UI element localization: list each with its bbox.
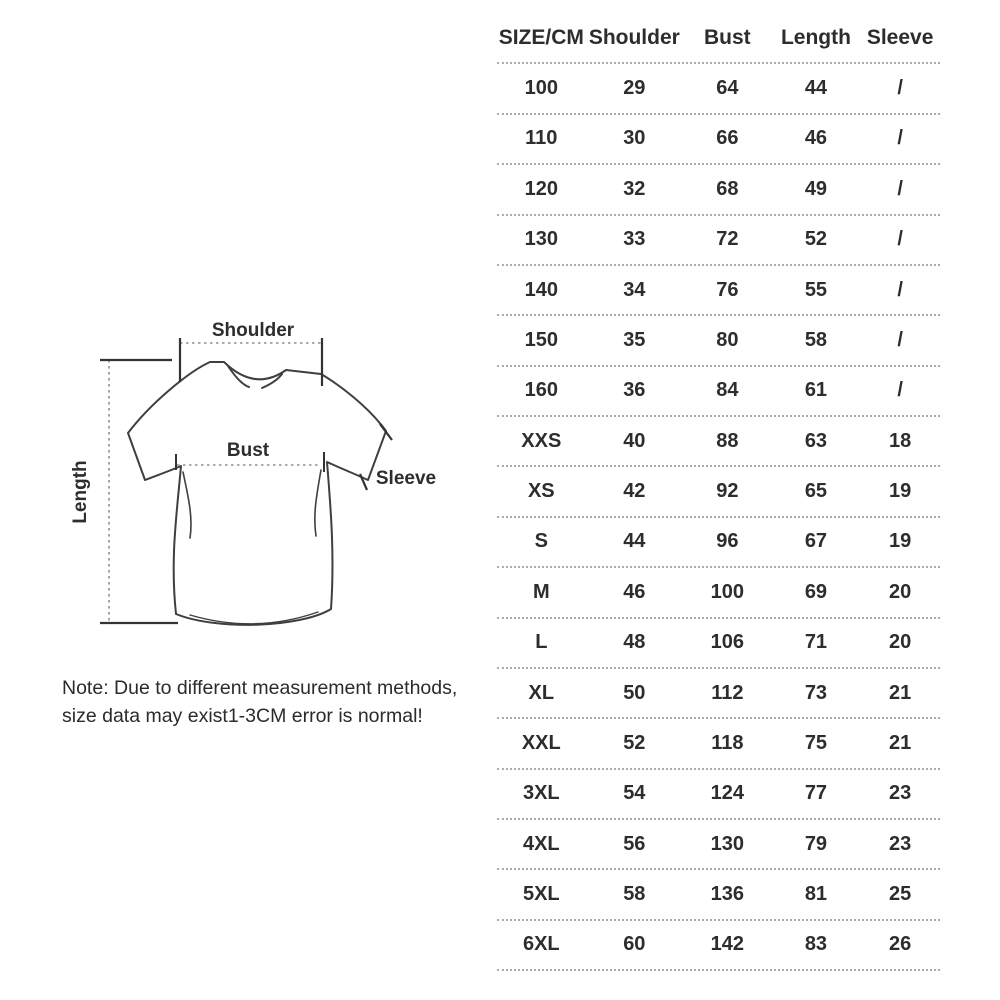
table-row <box>497 266 940 316</box>
table-cell: 49 <box>804 177 828 200</box>
table-cell: 25 <box>888 883 912 906</box>
table-cell: 6XL <box>522 933 560 956</box>
table-cell: / <box>897 127 903 150</box>
note-line-2: size data may exist1-3CM error is normal! <box>62 705 423 728</box>
table-cell: 124 <box>710 782 745 805</box>
table-cell: 79 <box>804 832 828 855</box>
table-row <box>497 770 940 820</box>
table-row <box>497 719 940 769</box>
table-cell: / <box>897 77 903 100</box>
table-row <box>497 367 940 417</box>
table-cell: L <box>535 631 548 654</box>
sleeve-tick-bottom <box>360 474 367 490</box>
table-cell: 75 <box>804 731 828 754</box>
table-cell: XXL <box>521 731 561 754</box>
table-cell: 30 <box>623 127 646 150</box>
table-cell: 29 <box>623 77 646 100</box>
table-cell: 69 <box>804 580 828 603</box>
size-table <box>497 14 940 971</box>
table-cell: 83 <box>804 933 828 956</box>
table-cell: 26 <box>888 933 912 956</box>
tshirt-illustration <box>50 300 450 654</box>
table-cell: XL <box>528 681 555 704</box>
table-cell: / <box>897 177 903 200</box>
table-row <box>497 568 940 618</box>
table-row <box>497 316 940 366</box>
table-cell: / <box>897 228 903 251</box>
table-cell: 34 <box>623 278 646 301</box>
table-row <box>497 115 940 165</box>
table-cell: / <box>897 328 903 351</box>
table-cell: 58 <box>804 328 828 351</box>
table-cell: 21 <box>888 681 912 704</box>
table-cell: 52 <box>804 228 828 251</box>
table-cell: / <box>897 278 903 301</box>
table-cell: 65 <box>804 480 828 503</box>
table-cell: 68 <box>716 177 739 200</box>
table-cell: 73 <box>804 681 828 704</box>
table-cell: 46 <box>623 580 646 603</box>
table-cell: 46 <box>804 127 828 150</box>
table-cell: 61 <box>804 379 828 402</box>
table-cell: 44 <box>804 77 828 100</box>
table-row <box>497 64 940 114</box>
table-cell: 54 <box>623 782 646 805</box>
table-cell: 52 <box>623 731 646 754</box>
sleeve-tick-top <box>380 424 392 440</box>
table-cell: 20 <box>888 631 912 654</box>
measurement-note <box>62 674 462 731</box>
table-cell: 140 <box>524 278 558 301</box>
table-cell: 150 <box>524 328 558 351</box>
table-cell: 33 <box>623 228 646 251</box>
table-cell: 4XL <box>522 832 560 855</box>
table-cell: 72 <box>716 228 739 251</box>
table-cell: 44 <box>623 530 646 553</box>
table-cell: 100 <box>710 580 745 603</box>
table-cell: 23 <box>888 782 912 805</box>
shoulder-label: Shoulder <box>211 320 295 341</box>
table-row <box>497 467 940 517</box>
table-cell: 106 <box>710 631 745 654</box>
table-cell: 21 <box>888 731 912 754</box>
table-cell: XS <box>527 480 555 503</box>
table-cell: 23 <box>888 832 912 855</box>
table-cell: 76 <box>716 278 739 301</box>
table-cell: 88 <box>716 429 739 452</box>
table-cell: 3XL <box>522 782 560 805</box>
table-cell: 160 <box>524 379 558 402</box>
header-sleeve: Sleeve <box>866 26 934 50</box>
table-row <box>497 165 940 215</box>
table-cell: 19 <box>888 530 912 553</box>
table-cell: / <box>897 379 903 402</box>
table-cell: 64 <box>716 77 739 100</box>
table-row <box>497 518 940 568</box>
table-cell: 80 <box>716 328 739 351</box>
table-cell: 100 <box>524 77 558 100</box>
table-cell: 20 <box>888 580 912 603</box>
table-cell: 58 <box>623 883 646 906</box>
table-cell: XXS <box>521 429 562 452</box>
sleeve-label: Sleeve <box>375 468 437 489</box>
bust-label: Bust <box>226 440 270 461</box>
table-cell: 71 <box>804 631 828 654</box>
table-cell: S <box>534 530 548 553</box>
table-cell: 84 <box>716 379 739 402</box>
length-label: Length <box>70 460 91 524</box>
table-cell: 112 <box>711 681 744 704</box>
table-cell: 77 <box>804 782 828 805</box>
table-cell: 66 <box>716 127 739 150</box>
table-cell: 110 <box>525 127 558 150</box>
table-cell: 18 <box>888 429 912 452</box>
table-cell: 118 <box>711 731 744 754</box>
table-cell: 60 <box>623 933 646 956</box>
table-row <box>497 921 940 971</box>
table-row <box>497 870 940 920</box>
table-cell: 56 <box>623 832 646 855</box>
table-cell: 55 <box>804 278 828 301</box>
table-cell: 5XL <box>522 883 560 906</box>
table-cell: 130 <box>524 228 558 251</box>
table-cell: 42 <box>623 480 646 503</box>
table-row <box>497 417 940 467</box>
table-header-row <box>497 14 940 64</box>
header-size: SIZE/CM <box>498 26 584 50</box>
note-line-1: Note: Due to different measurement methods, <box>62 677 458 699</box>
table-cell: 50 <box>623 681 646 704</box>
table-cell: 63 <box>804 429 828 452</box>
header-length: Length <box>780 26 851 50</box>
table-cell: 81 <box>804 883 828 906</box>
table-cell: 142 <box>710 933 745 956</box>
table-row <box>497 820 940 870</box>
table-cell: 35 <box>623 328 646 351</box>
tshirt-outline <box>128 362 386 625</box>
table-cell: 36 <box>623 379 646 402</box>
tshirt-diagram <box>50 300 450 654</box>
table-cell: 96 <box>716 530 739 553</box>
table-cell: 32 <box>623 177 646 200</box>
table-row <box>497 669 940 719</box>
table-cell: 67 <box>804 530 828 553</box>
table-cell: 120 <box>524 177 558 200</box>
table-cell: 136 <box>710 883 745 906</box>
header-bust: Bust <box>704 26 751 50</box>
table-cell: M <box>532 580 550 603</box>
measurement-lines <box>100 338 392 623</box>
table-cell: 40 <box>623 429 646 452</box>
table-row <box>497 619 940 669</box>
header-shoulder: Shoulder <box>588 26 680 50</box>
table-cell: 92 <box>716 480 739 503</box>
table-cell: 48 <box>623 631 646 654</box>
table-row <box>497 216 940 266</box>
table-cell: 130 <box>710 832 745 855</box>
table-cell: 19 <box>888 480 912 503</box>
